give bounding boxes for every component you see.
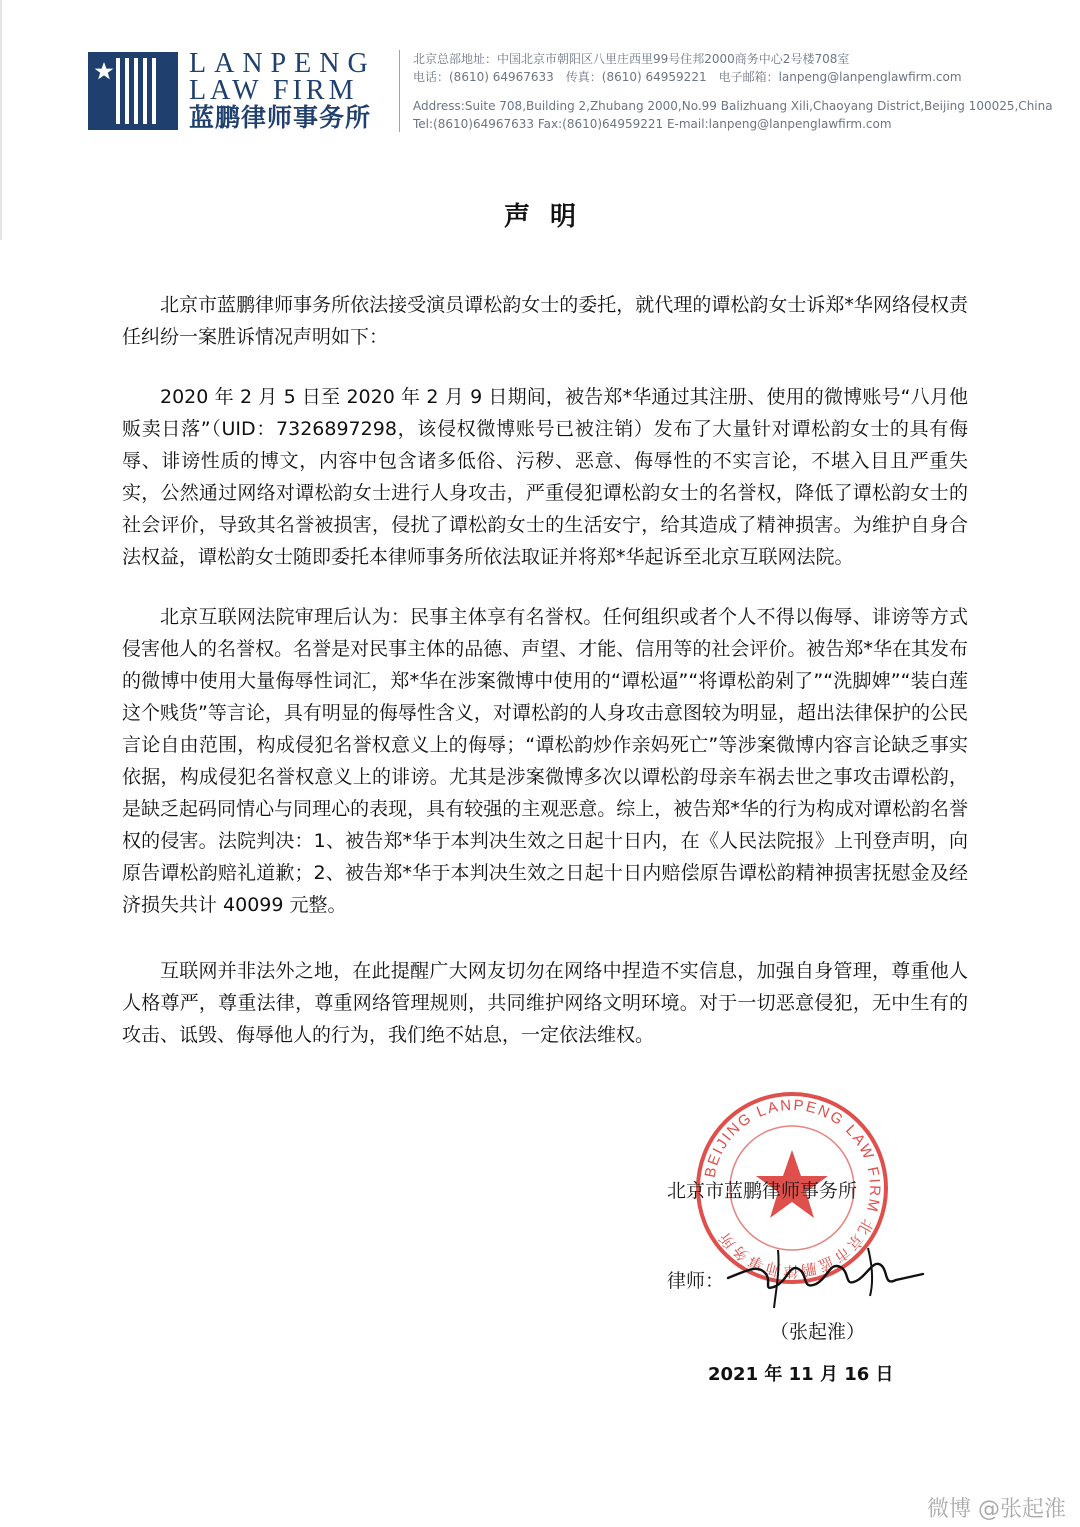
brand-name-en-line1: LANPENG (189, 48, 376, 79)
handwritten-signature-icon (718, 1240, 928, 1310)
document-title: 声明 (503, 202, 596, 232)
header-en-contact: Tel:(8610)64967633 Fax:(8610)64959221 E-mail:lanpeng@lanpenglawfirm.com (413, 117, 892, 131)
signature-org: 北京市蓝鹏律师事务所 (667, 1180, 858, 1202)
weibo-watermark: 微博 @张起淮 (927, 1497, 1066, 1522)
paragraph-ruling: 北京互联网法院审理后认为：民事主体享有名誉权。任何组织或者个人不得以侮辱、诽谤等方式侵害他人的名誉权。名誉是对民事主体的品德、声望、才能、信用等的社会评价。被告郑*华在其发布的微博中使用大量侮辱性词汇，郑*华在涉案微博中使用的“谭松逼”“将谭松韵剁了”“洗脚婢”“装白莲这个贱货”等言论，具有明显的侮辱性含义，对谭松韵的人身攻击意图较为明显，超出法律保护的公民言论自由范围，构成侵犯名誉权意义上的侮辱；“谭松韵炒作亲妈死亡”等涉案微博内容言论缺乏事实依据，构成侵犯名誉权意义上的诽谤。尤其是涉案微博多次以谭松韵母亲车祸去世之事攻击谭松韵，是缺乏起码同情心与同理心的表现，具有较强的主观恶意。综上，被告郑*华的行为构成对谭松韵名誉权的侵害。法院判决：1、被告郑*华于本判决生效之日起十日内，在《人民法院报》上刊登声明，向原告谭松韵赔礼道歉；2、被告郑*华于本判决生效之日起十日内赔偿原告谭松韵精神损害抚慰金及经济损失共计 40099 元整。 (122, 606, 968, 916)
svg-text:BEIJING LANPENG LAW FIRM 北京市蓝鹏: BEIJING LANPENG LAW FIRM 北京市蓝鹏律师事务所 (701, 1096, 884, 1280)
paragraph-intro: 北京市蓝鹏律师事务所依法接受演员谭松韵女士的委托，就代理的谭松韵女士诉郑*华网络侵权责任纠纷一案胜诉情况声明如下： (122, 294, 968, 348)
signature-date: 2021 年 11 月 16 日 (708, 1364, 894, 1385)
header-cn-address: 北京总部地址：中国北京市朝阳区八里庄西里99号住邦2000商务中心2号楼708室 (413, 52, 850, 66)
brand-name-en-line2: LAW FIRM (189, 75, 358, 106)
firm-logo-icon (88, 52, 178, 130)
header-divider (399, 50, 400, 132)
brand-name-cn: 蓝鹏律师事务所 (189, 103, 372, 132)
header-cn-contact: 电话：(8610) 64967633 传真：(8610) 64959221 电子邮箱：lanpeng@lanpenglawfirm.com (413, 70, 962, 84)
signature-lawyer-label: 律师： (667, 1270, 725, 1292)
header-en-address: Address:Suite 708,Building 2,Zhubang 2000,No.99 Balizhuang Xili,Chaoyang District,Beijing 100025,China (413, 99, 1053, 113)
signature-lawyer-name: （张起淮） (770, 1321, 866, 1343)
paragraph-warning: 互联网并非法外之地，在此提醒广大网友切勿在网络中捏造不实信息，加强自身管理，尊重他人人格尊严，尊重法律，尊重网络管理规则，共同维护网络文明环境。对于一切恶意侵犯，无中生有的攻击、诋毁、侮辱他人的行为，我们绝不姑息，一定依法维权。 (122, 960, 968, 1046)
paragraph-facts: 2020 年 2 月 5 日至 2020 年 2 月 9 日期间，被告郑*华通过其注册、使用的微博账号“八月他贩卖日落”（UID：7326897298，该侵权微博账号已被注销）发布了大量针对谭松韵女士的具有侮辱、诽谤性质的博文，内容中包含诸多低俗、污秽、恶意、侮辱性的不实言论，不堪入目且严重失实，公然通过网络对谭松韵女士进行人身攻击，严重侵犯谭松韵女士的名誉权，降低了谭松韵女士的社会评价，导致其名誉被损害，侵扰了谭松韵女士的生活安宁，给其造成了精神损害。为维护自身合法权益，谭松韵女士随即委托本律师事务所依法取证并将郑*华起诉至北京互联网法院。 (122, 386, 968, 568)
